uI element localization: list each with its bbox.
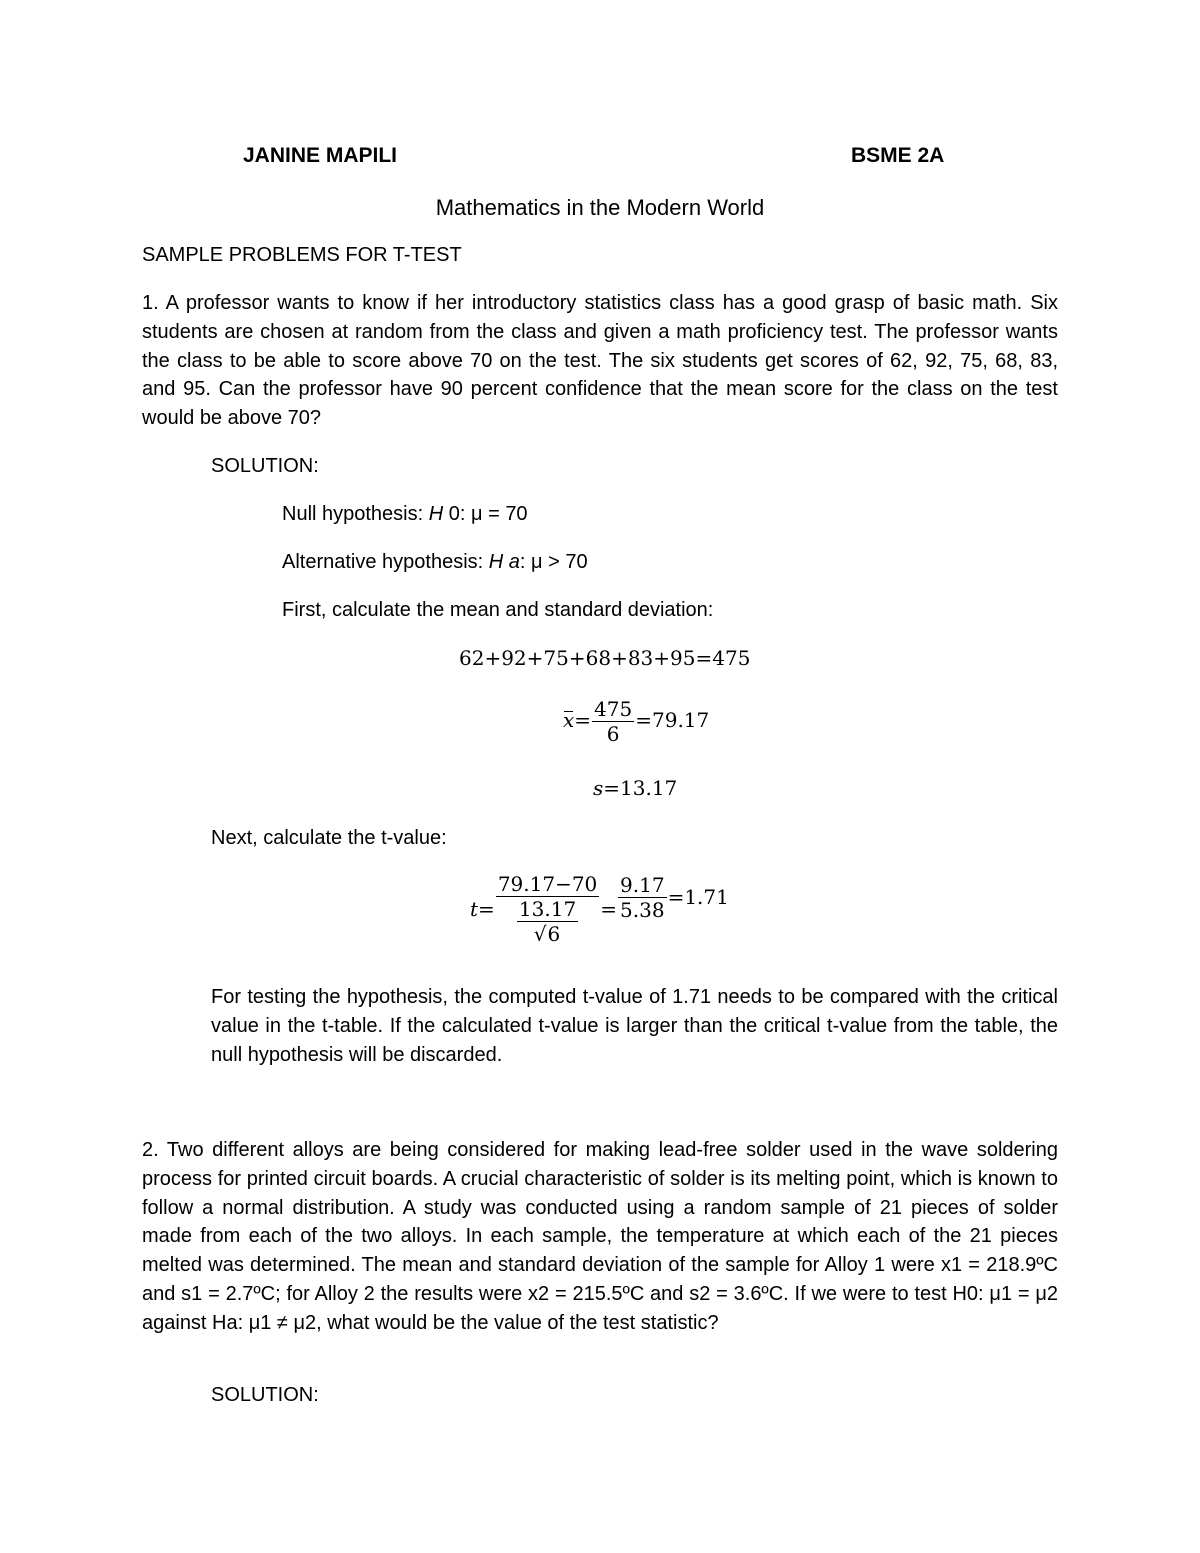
mean-equals: = <box>574 708 592 732</box>
course-section: BSME 2A <box>851 144 945 167</box>
t-equals: = <box>478 897 495 921</box>
null-hypothesis <box>282 503 528 526</box>
alt-hypothesis-h: H a <box>488 551 520 573</box>
t-symbol: t <box>470 897 479 921</box>
t-fraction-1 <box>496 872 599 946</box>
null-hypothesis-h: H <box>428 503 444 525</box>
t-equals-2: = <box>600 897 618 921</box>
subject-title: Mathematics in the Modern World <box>435 195 765 220</box>
section-title: SAMPLE PROBLEMS FOR T-TEST <box>142 244 462 266</box>
t-numerator: 79.17−70 <box>497 872 598 896</box>
t-numerator-2: 9.17 <box>620 872 665 897</box>
sum-equation: 62+92+75+68+83+95=475 <box>459 646 751 670</box>
mean-equation <box>563 697 709 746</box>
mean-symbol: x <box>563 708 575 732</box>
t-fraction-2 <box>618 873 667 922</box>
problem-2-text: 2. Two different alloys are being considered for making lead-free solder used in the wave soldering process for printed circuit boards. A crucial characteristic of solder is its melting point, which is known to follow a normal distribution. A study was conducted using a random sample of 21 pieces of solder made from each of the two alloys. In each sample, the temperature at which each of the 21 pieces melted was determined. The mean and standard deviation of the sample for Alloy 1 were x1 = 218.9ºC and s1 = 2.7ºC; for Alloy 2 the results were x2 = 215.5ºC and s2 = 3.6ºC. If we were to test H0: μ1 = μ2 against Ha: μ1 ≠ μ2, what would be the value of the test statistic? <box>142 1139 1058 1334</box>
mean-result: =79.17 <box>635 708 710 732</box>
t-inner-fraction <box>517 897 578 946</box>
sd-result: =13.17 <box>603 776 678 800</box>
mean-numerator: 475 <box>594 697 633 721</box>
null-hypothesis-label: Null hypothesis: <box>282 503 429 525</box>
problem-1-text: 1. A professor wants to know if her introductory statistics class has a good grasp of basic math. Six students are chosen at random from the class and given a math proficiency test. The professor wants the class to be able to score above 70 on the test. The six students get scores of 62, 92, 75, 68, 83, and 95. Can the professor have 90 percent confidence that the mean score for the class on the test would be above 70? <box>142 292 1058 430</box>
sd-equation <box>593 776 677 800</box>
t-denominator <box>496 897 599 946</box>
sqrt-radicand: 6 <box>547 922 561 946</box>
mean-denominator: 6 <box>606 722 620 746</box>
mean-fraction <box>592 697 634 746</box>
sqrt-icon: √ <box>533 922 547 946</box>
t-inner-numerator: 13.17 <box>518 897 577 921</box>
student-name: JANINE MAPILI <box>243 144 398 167</box>
first-step-text: First, calculate the mean and standard deviation: <box>282 599 714 621</box>
alternative-hypothesis <box>282 551 588 574</box>
conclusion-text: For testing the hypothesis, the computed t-value of 1.71 needs to be compared with the critical value in the t-table. If the calculated t-value is larger than the critical t-value from the table, the null hypothesis will be discarded. <box>211 986 1058 1066</box>
solution-label-2: SOLUTION: <box>211 1384 319 1406</box>
alt-hypothesis-value: : μ > 70 <box>519 551 588 573</box>
next-step-text: Next, calculate the t-value: <box>211 827 447 849</box>
t-denominator-2: 5.38 <box>620 897 665 922</box>
t-result: =1.71 <box>667 885 729 909</box>
alt-hypothesis-label: Alternative hypothesis: <box>282 551 489 573</box>
solution-label-1: SOLUTION: <box>211 455 319 477</box>
sd-symbol: s <box>593 776 604 800</box>
null-hypothesis-value: 0: μ = 70 <box>443 503 528 525</box>
t-value-equation <box>470 872 729 946</box>
t-inner-denominator <box>517 922 578 946</box>
